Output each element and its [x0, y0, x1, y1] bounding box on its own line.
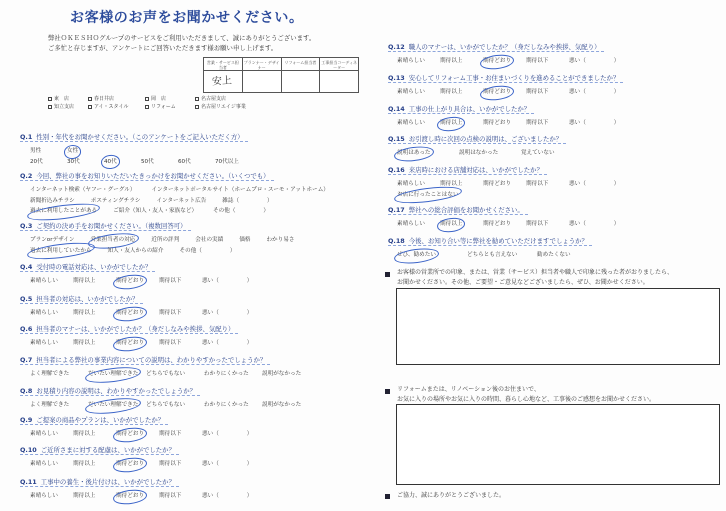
answer-option [569, 179, 620, 190]
answer-option-label: 期待どおり [483, 181, 511, 187]
answer-option-label: 期待以上 [73, 278, 96, 284]
answer-option-label: インターネット検索（ヤフー・グーグル） [30, 187, 136, 193]
answer-option-label: だいたい理解できた [88, 369, 138, 380]
answer-option-label: 説明はなかった [459, 150, 499, 156]
question-number: Q.5 [20, 295, 33, 303]
answer-option-label: 会社の実績 [195, 237, 224, 243]
answer-option-label: 雑誌（ ） [222, 197, 273, 204]
staff-header-cell: リフォーム担当者 [282, 58, 321, 70]
impression-box [396, 404, 720, 485]
question-title [20, 295, 143, 304]
intro-line: 弊社ＯＫＥＳＨＯグループのサービスをご利用いただきまして、誠にありがとうございます。 [48, 34, 316, 42]
answer-option-label: 素晴らしい [30, 310, 58, 316]
answer-option-label: 素晴らしい [397, 120, 425, 126]
question-text: ご近所さまに対する配慮は、いかがでしたか？ [40, 446, 175, 454]
answer-option-label: 期待以下 [526, 181, 549, 187]
store-option [145, 103, 195, 111]
answer-option-label: 覚えていない [521, 150, 555, 156]
answer-option [195, 235, 223, 246]
checkbox-icon [88, 105, 92, 109]
checkbox-icon [195, 105, 199, 109]
question-number: Q.12 [388, 43, 405, 51]
question-11 [20, 469, 253, 502]
answer-option-label: どちらでもない [146, 402, 186, 408]
answer-option [159, 276, 202, 287]
answer-option-label: インターネットポータルサイト（ホームプロ・スーモ・アットホーム） [151, 187, 329, 193]
square-bullet-icon [385, 272, 390, 277]
question-number: Q.10 [20, 446, 37, 454]
answer-option-circled [116, 459, 159, 470]
answer-option-label: その他（ ） [213, 208, 270, 214]
answer-option-label: 悪い（ ） [569, 181, 620, 187]
answer-row [30, 185, 329, 196]
square-bullet-icon [385, 389, 390, 394]
answer-option [222, 196, 272, 207]
question-title [20, 222, 191, 231]
answer-option-label: 悪い（ ） [569, 221, 620, 227]
answer-option [151, 235, 179, 246]
answer-option [30, 459, 73, 470]
question-title [20, 263, 155, 272]
question-title [20, 416, 168, 425]
question-number: Q.1 [20, 133, 33, 141]
question-8 [20, 378, 320, 411]
question-text: 弊社への総合評価をお聞かせください。 [408, 206, 524, 214]
answer-option-label: 期待以下 [159, 431, 182, 437]
staff-header-cell: 工事担当コーディネーター [321, 59, 357, 70]
answer-option-label: 期待どおり [483, 221, 511, 227]
answer-option [151, 185, 328, 196]
answer-option-label: 悪い（ ） [202, 493, 253, 499]
staff-value-cell [320, 71, 358, 92]
answer-option-label: 期待どおり [483, 87, 511, 98]
checkbox-icon [48, 105, 52, 109]
question-text: 工事の仕上がり具合は、いかがでしたか？ [408, 105, 531, 113]
answer-option-label: 近所の評判 [151, 237, 180, 243]
store-checkboxes [48, 95, 246, 111]
comment-box [396, 288, 720, 365]
question-number: Q.15 [388, 135, 405, 143]
question-12 [388, 34, 620, 67]
answer-option-circled [116, 276, 159, 287]
answer-row [30, 459, 253, 470]
question-number: Q.18 [388, 237, 405, 245]
page-title: お客様のお声をお聞かせください。 [70, 10, 304, 26]
answer-option-label: 期待どおり [483, 56, 511, 67]
store-label: アイ・スタイル [94, 104, 129, 110]
answer-row [30, 146, 252, 157]
answer-option [159, 459, 202, 470]
question-5 [20, 286, 253, 319]
answer-option-label: 期待どおり [483, 120, 511, 126]
handwritten-staff-name: 安上 [211, 75, 233, 88]
answer-option-label: インターネット広告 [156, 197, 207, 204]
answer-option-label: どちらとも言えない [467, 252, 518, 258]
question-title [20, 133, 248, 142]
answer-option-label: 40代 [104, 157, 117, 168]
answer-option [467, 250, 537, 261]
answer-option-label: ポスティングチラシ [90, 197, 141, 204]
answer-option [266, 235, 294, 246]
question-10 [20, 437, 253, 470]
checkbox-icon [195, 97, 199, 101]
answer-option-label: 悪い（ ） [569, 58, 620, 64]
answer-option-label: 悪い（ ） [202, 310, 253, 316]
question-text: 職人のマナーは、いかがでしたか？（身だしなみや挨拶、気配り） [408, 43, 601, 51]
answer-option-label: ぜひ、勧めたい [397, 250, 436, 261]
comment-prompt-line: お客様の営業所での印象、または、営業（サービス）担当者や職人で印象に残った者がおりましたら、 [397, 269, 674, 276]
answer-option-label: 期待以上 [73, 493, 96, 499]
answer-option-label: 70代以上 [215, 158, 239, 165]
answer-row [30, 276, 253, 287]
answer-option-label: 悪い（ ） [569, 120, 620, 126]
question-title [20, 172, 274, 181]
answer-option [202, 276, 253, 287]
answer-option [30, 185, 135, 196]
question-title [388, 74, 623, 83]
answer-option-circled [91, 235, 136, 246]
answer-option-label: 価格 [239, 237, 251, 243]
staff-table [203, 57, 359, 93]
store-label: 東 店 [54, 96, 70, 102]
answer-option [156, 196, 206, 207]
question-2 [20, 163, 329, 217]
answer-option-label: よく理解できた [30, 402, 70, 408]
answer-option-circled [397, 250, 467, 261]
store-option [195, 103, 246, 111]
answer-option-label: わかり易さ [266, 237, 295, 243]
staff-header-cell: 営業・サービス担当者 [204, 58, 243, 70]
answer-option [30, 491, 73, 502]
answer-option-label: 期待以上 [73, 431, 96, 437]
intro-text [48, 33, 315, 53]
question-text: 今後、お知り合い等に弊社を勧めていただけますでしょうか？ [408, 237, 588, 245]
answer-option [159, 491, 202, 502]
intro-line: ご多忙と存じますが、アンケートにご回答いただきます様お願い申し上げます。 [48, 44, 278, 52]
question-9 [20, 407, 253, 440]
question-number: Q.13 [388, 74, 405, 82]
answer-option [262, 400, 320, 411]
answer-option-label: 素晴らしい [30, 278, 58, 284]
question-text: お見積り内容の説明は、わかりやすかったでしょうか？ [36, 387, 197, 395]
question-text: 受付時の電話対応は、いかがでしたか？ [36, 263, 152, 271]
impression-prompt-line: お気に入りの場所やお気に入りの時間、暮らし心地など、工事後のご感想をお聞かせください。 [397, 396, 656, 403]
question-number: Q.16 [388, 166, 405, 174]
answer-option-label: 説明がなかった [262, 371, 302, 377]
answer-option-label: わかりにくかった [204, 402, 249, 408]
answer-option-label: 30代 [67, 158, 80, 165]
question-number: Q.8 [20, 387, 33, 395]
question-text: お引渡し時に次回の点検の説明は、ございましたか？ [408, 135, 563, 143]
answer-option-label: 説明はあった [397, 148, 431, 159]
answer-option [239, 235, 250, 246]
answer-option-label: 悪い（ ） [202, 278, 253, 284]
answer-option [91, 196, 141, 207]
answer-option-label: ご紹介（知人・友人・家族など） [113, 208, 198, 214]
answer-option-label: 素晴らしい [397, 89, 425, 95]
impression-prompt [397, 385, 655, 405]
question-text: 工事中の養生・後片付けは、いかがでしたか？ [40, 478, 175, 486]
answer-option-label: 素晴らしい [397, 181, 425, 187]
answer-option-label: 期待どおり [116, 429, 144, 440]
answer-option-label: 過去に利用していたから [30, 246, 92, 257]
answer-options [20, 459, 253, 470]
question-15 [388, 126, 583, 159]
question-6 [20, 316, 253, 349]
answer-option-label: 悪い（ ） [202, 431, 253, 437]
answer-option-label: 期待以下 [526, 89, 549, 95]
answer-option-label: 悪い（ ） [202, 461, 253, 467]
staff-value-cell [204, 71, 243, 92]
store-label: 知立支店 [54, 104, 75, 110]
answer-option-label: その他（ ） [179, 247, 236, 254]
question-text: 今回、弊社の事をお知りいただいたきっかけをお聞かせください。（いくつでも） [36, 172, 270, 180]
answer-options [20, 185, 329, 217]
store-option [48, 103, 88, 111]
question-text: 来店時における店舗対応は、いかがでしたか？ [408, 166, 543, 174]
answer-option-label: 素晴らしい [397, 58, 425, 64]
staff-table-body [204, 71, 358, 92]
staff-header-cell: プランナー・デザイナー [243, 58, 282, 70]
store-option [88, 103, 145, 111]
question-title [388, 237, 592, 246]
question-title [20, 478, 179, 487]
impression-prompt-line: リフォームまたは、リノベーション後のお住まいで、 [397, 386, 540, 393]
question-title [388, 166, 547, 175]
answer-option [73, 276, 116, 287]
question-number: Q.4 [20, 263, 33, 271]
answer-row [397, 250, 607, 261]
answer-option-label: よく理解できた [30, 371, 70, 377]
answer-option-label: どちらでもない [146, 371, 186, 377]
question-number: Q.14 [388, 105, 405, 113]
answer-option-label: 期待以上 [440, 181, 463, 187]
answer-option [202, 459, 253, 470]
answer-option-label: 期待どおり [116, 459, 144, 470]
answer-option-label: 20代 [30, 158, 43, 165]
store-option [195, 95, 226, 103]
question-14 [388, 96, 620, 129]
question-number: Q.3 [20, 222, 33, 230]
checkbox-icon [145, 97, 149, 101]
answer-option-label: 期待以下 [159, 278, 182, 284]
question-4 [20, 254, 253, 287]
question-18 [388, 228, 607, 261]
answer-option-label: 期待どおり [116, 276, 144, 287]
answer-options [20, 491, 253, 502]
answer-option-label: 期待以上 [73, 340, 96, 346]
question-number: Q.9 [20, 416, 33, 424]
answer-option-label: 期待以上 [440, 89, 463, 95]
answer-option-label: 知人・友人からの紹介 [107, 247, 164, 254]
answer-option-label: 期待以下 [159, 310, 182, 316]
answer-row [30, 491, 253, 502]
answer-option-label: 素晴らしい [30, 461, 58, 467]
store-label: リフォーム [151, 104, 176, 110]
question-7 [20, 347, 320, 380]
store-label: 岡 店 [151, 96, 167, 102]
closing-message: ご協力、誠にありがとうございました。 [397, 492, 506, 499]
staff-table-header [204, 58, 358, 71]
answer-option-label: 期待以下 [159, 461, 182, 467]
question-text: ご提案の商品やプランは、いかがでしたか？ [36, 416, 165, 424]
checkbox-icon [145, 105, 149, 109]
question-number: Q.7 [20, 356, 33, 364]
answer-option-label: 期待以下 [159, 340, 182, 346]
answer-option-label: 期待以下 [526, 221, 549, 227]
answer-option-label: 新聞折込みチラシ [30, 197, 75, 204]
comment-prompt-line: お聞かせください。その他、ご要望・ご意見などございましたら、ぜひ、お聞かせください。 [397, 279, 649, 286]
answer-option-label: 50代 [141, 158, 154, 165]
answer-option-label: 勧めたくない [537, 252, 571, 258]
question-17 [388, 197, 620, 230]
answer-options [20, 276, 253, 287]
store-label: 春日井店 [94, 96, 115, 102]
question-text: 担当者のマナーは、いかがでしたか？（身だしなみや挨拶、気配り） [36, 325, 235, 333]
answer-option [202, 491, 253, 502]
answer-options [388, 250, 607, 261]
answer-option [483, 179, 526, 190]
answer-option-label: 期待以上 [440, 58, 463, 64]
question-number: Q.2 [20, 172, 33, 180]
answer-option-label: プランorデザイン [30, 237, 75, 243]
answer-option [537, 250, 607, 261]
question-number: Q.11 [20, 478, 37, 486]
question-title [20, 387, 200, 396]
answer-option-label: 悪い（ ） [202, 340, 253, 346]
answer-option-label: 期待どおり [116, 491, 144, 502]
answer-option-label: 期待以上 [73, 461, 96, 467]
question-text: 担当者による弊社の事業内容についての説明は、わかりやすかったでしょうか？ [36, 356, 267, 364]
question-text: 性別・年代をお聞かせください。（このアンケートをご記入いただく方） [36, 133, 244, 141]
answer-option-label: 素晴らしい [397, 221, 425, 227]
answer-option-label: 60代 [178, 158, 191, 165]
answer-option-label: 期待以下 [526, 58, 549, 64]
answer-option-label: 過去に利用したことがある [30, 206, 97, 217]
answer-option-label: 女性 [67, 146, 78, 157]
answer-option [73, 459, 116, 470]
question-text: 安心してリフォーム工事・お住まいづくりを進めることができましたか？ [408, 74, 620, 82]
square-bullet-icon [385, 494, 390, 499]
staff-value-cell [282, 71, 321, 92]
question-text: 担当者の対応は、いかがでしたか？ [36, 295, 139, 303]
answer-option-label: 説明がなかった [262, 402, 302, 408]
answer-option-label: お店に行ったことはない [397, 190, 459, 201]
answer-option [73, 491, 116, 502]
answer-option-label: 期待どおり [116, 338, 144, 349]
answer-option-label: 期待以下 [526, 120, 549, 126]
answer-option-circled [67, 146, 104, 157]
answer-option [526, 179, 569, 190]
store-label: 名古屋リエイジ事業 [201, 104, 246, 110]
store-option [48, 95, 88, 103]
question-title [388, 43, 604, 52]
answer-option-label: 素晴らしい [30, 493, 58, 499]
answer-option-label: 男性 [30, 148, 42, 154]
store-row [48, 103, 246, 111]
question-number: Q.6 [20, 325, 33, 333]
question-title [388, 135, 566, 144]
store-option [88, 95, 145, 103]
answer-options [20, 235, 294, 256]
question-number: Q.17 [388, 206, 405, 214]
question-title [388, 206, 528, 215]
question-title [20, 446, 179, 455]
question-text: ご契約の決め手をお聞かせください。（複数回答可） [36, 222, 187, 230]
store-option [145, 95, 195, 103]
question-16 [388, 157, 620, 200]
question-title [20, 325, 238, 334]
answer-option [30, 146, 67, 157]
comment-prompt [397, 268, 673, 288]
answer-option-label: 悪い（ ） [569, 89, 620, 95]
store-row [48, 95, 246, 103]
question-13 [388, 65, 623, 98]
answer-option-label: 期待どおり [116, 308, 144, 319]
question-1 [20, 124, 252, 167]
answer-option-label: 素晴らしい [30, 431, 58, 437]
answer-option [30, 276, 73, 287]
question-title [20, 356, 270, 365]
staff-value-cell [243, 71, 282, 92]
checkbox-icon [88, 97, 92, 101]
store-label: 名古屋支店 [201, 96, 227, 102]
answer-option-circled [116, 491, 159, 502]
question-title [388, 105, 534, 114]
answer-option-label: 期待以上 [440, 219, 462, 230]
answer-option-label: 期待以下 [159, 493, 182, 499]
answer-option-label: 営業担当者の対応 [91, 235, 136, 246]
question-3 [20, 213, 294, 256]
answer-option-label: 期待以上 [440, 118, 462, 129]
answer-option-label: 素晴らしい [30, 340, 58, 346]
answer-option-label: わかりにくかった [204, 371, 249, 377]
answer-option-label: だいたい理解できた [88, 400, 138, 411]
checkbox-icon [48, 97, 52, 101]
answer-option-label: 期待以上 [73, 310, 96, 316]
